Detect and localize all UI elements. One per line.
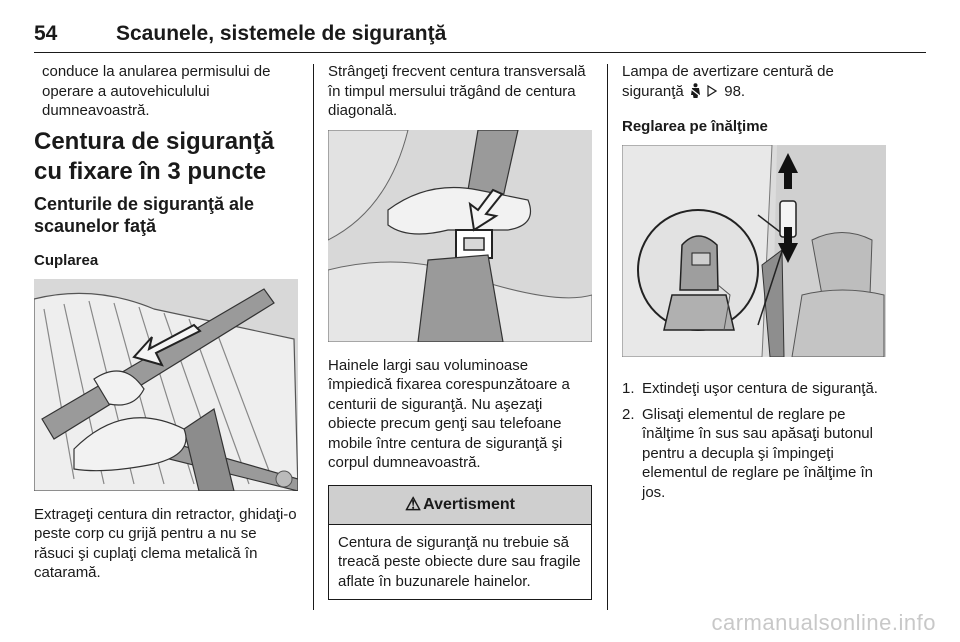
step-text: Extindeţi uşor centura de siguranţă.: [642, 380, 878, 397]
list-item: [622, 405, 888, 503]
chapter-title: Scaunele, sistemele de siguranţă: [116, 22, 447, 45]
watermark: carmanualsonline.info: [711, 610, 936, 635]
section-heading: Centura de siguranţă cu fixare în 3 puncte: [34, 127, 275, 185]
step-text: Glisaţi elementul de reglare pe înălţime în sus sau apăsaţi butonul pentru a decupla şi împingeţi elementul de reglare pe înălţime în jos.: [642, 405, 873, 501]
column-middle: [328, 62, 594, 600]
height-adjust-steps: [622, 379, 888, 502]
warning-header: [329, 486, 591, 525]
cuplarea-heading: Cuplarea: [34, 251, 99, 269]
step-number: 2.: [622, 405, 635, 423]
warning-triangle-icon: ⚠: [404, 494, 422, 514]
page-number: 54: [34, 22, 58, 45]
column-right: [622, 62, 888, 502]
height-adjust-heading: Reglarea pe înălţime: [622, 118, 768, 135]
buckling-caption: Extrageţi centura din retractor, ghidaţi-o peste corp cu grijă pentru a nu se răsuci şi cuplaţi clema metalică în cataramă.: [34, 505, 297, 581]
column-divider: [607, 64, 608, 610]
column-left: [34, 62, 300, 583]
warning-lamp-paragraph: [622, 62, 888, 101]
subsection-heading: Centurile de siguranţă ale scaunelor faţă: [34, 193, 255, 236]
intro-paragraph: conduce la anularea permisului de operare a autovehiculului dumneavoastră.: [42, 63, 271, 119]
warning-text: Centura de siguranţă nu trebuie să treacă peste obiecte dure sau fragile aflate în buzunarele hainelor.: [338, 533, 581, 590]
column-divider: [313, 64, 314, 610]
warning-title: Avertisment: [423, 495, 516, 513]
warning-lamp-page-ref: 98.: [724, 82, 746, 100]
list-item: [622, 379, 888, 399]
warning-lamp-text: Lampa de avertizare centură de siguranţă: [622, 63, 834, 100]
tighten-belt-illustration: [328, 130, 592, 342]
page-header: [34, 22, 926, 53]
clothing-paragraph: Hainele largi sau voluminoase împiedică fixarea corespunzătoare a centurii de siguranţă. Nu aşezaţi obiecte precum genţi sau telefoane mobile între centura de siguranţă şi corpul dumneavoastră.: [328, 356, 570, 471]
step-number: 1.: [622, 380, 635, 397]
seatbelt-icon: [690, 83, 701, 98]
warning-box: [328, 485, 592, 601]
page-reference-arrow-icon: [707, 85, 717, 97]
height-adjuster-illustration: [622, 145, 886, 357]
tighten-paragraph: Strângeţi frecvent centura transversală în timpul mersului trăgând de centura diagonală.: [328, 63, 586, 119]
buckling-illustration: [34, 279, 298, 491]
